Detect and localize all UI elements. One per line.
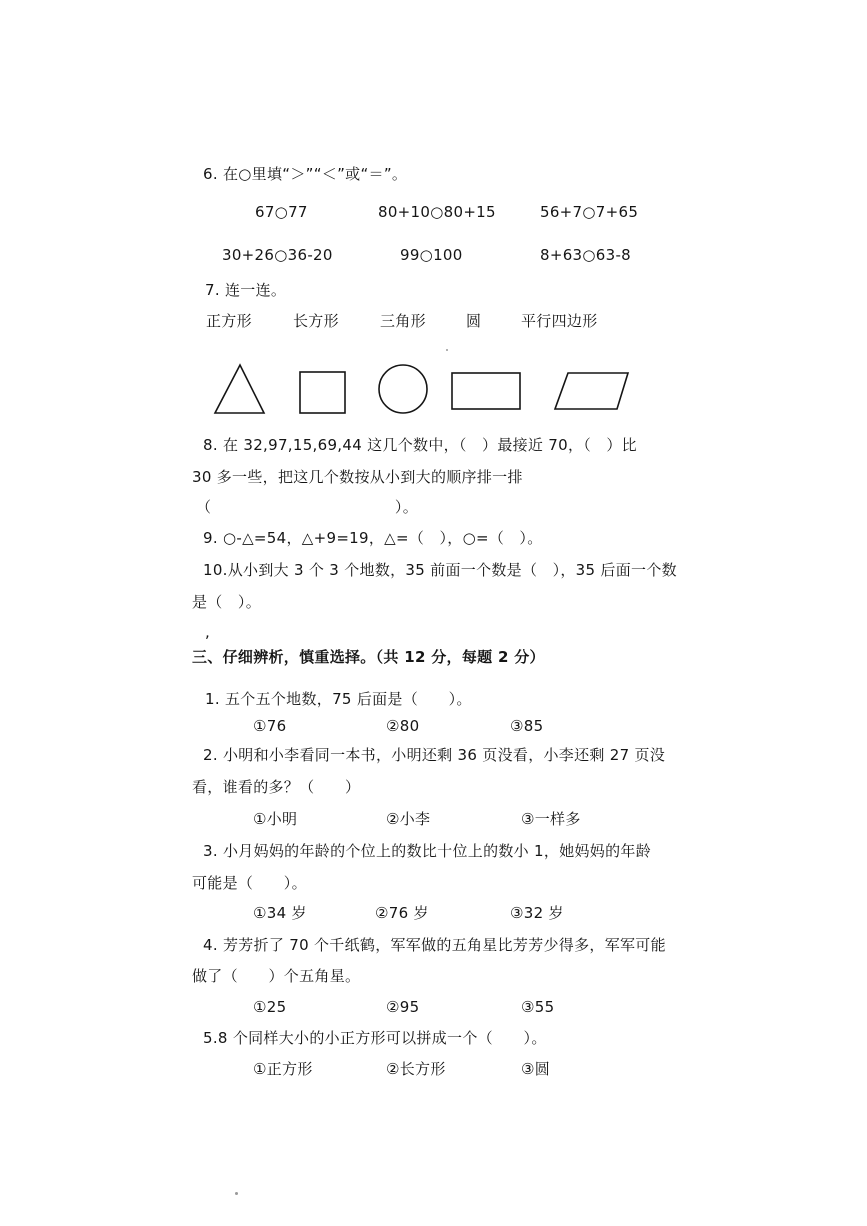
circle-shape [379,365,427,413]
choice-option: ①正方形 [253,1060,313,1078]
rectangle-shape [452,373,520,409]
choice-question: 5.8 个同样大小的小正方形可以拼成一个（ ）。 [203,1029,547,1047]
q6-compare-item: 30+26○36-20 [222,246,333,264]
q6-compare-item: 56+7○7+65 [540,203,639,221]
q8-line: （ ）。 [196,498,419,516]
choice-option: ③32 岁 [510,904,564,922]
choice-question: 3. 小月妈妈的年龄的个位上的数比十位上的数小 1，她妈妈的年龄 [203,842,651,860]
stray-mark: , [205,623,211,641]
choice-option: ②小李 [386,810,431,828]
choice-option: ②95 [386,998,420,1016]
choice-question: 1. 五个五个地数，75 后面是（ ）。 [205,690,472,708]
choice-option: ③55 [521,998,555,1016]
q7-shape-name: 长方形 [293,312,339,330]
q6-compare-item: 80+10○80+15 [378,203,496,221]
choice-option: ①小明 [253,810,298,828]
triangle-shape [215,365,264,413]
parallelogram-shape [555,373,628,409]
choice-option: ①25 [253,998,287,1016]
q6-compare-item: 99○100 [400,246,463,264]
choice-question: 看，谁看的多？（ ） [192,778,361,796]
q10-line: 10.从小到大 3 个 3 个地数，35 前面一个数是（ ），35 后面一个数 [203,561,677,579]
q8-line: 8. 在 32,97,15,69,44 这几个数中，（ ）最接近 70，（ ）比 [203,436,637,454]
choice-option: ②80 [386,717,420,735]
choice-option: ①76 [253,717,287,735]
choice-option: ③85 [510,717,544,735]
choice-option: ①34 岁 [253,904,307,922]
q7-shape-name: 正方形 [206,312,252,330]
choice-option: ②长方形 [386,1060,446,1078]
section-heading: 三、仔细辨析，慎重选择。（共 12 分，每题 2 分） [192,648,545,666]
choice-question: 4. 芳芳折了 70 个千纸鹤，军军做的五角星比芳芳少得多，军军可能 [203,936,666,954]
choice-question: 做了（ ）个五角星。 [192,967,361,985]
square-shape [300,372,345,413]
choice-option: ③一样多 [521,810,581,828]
q7-shape-name: 圆 [466,312,482,330]
choice-option: ②76 岁 [375,904,429,922]
q6-compare-item: 67○77 [255,203,308,221]
q6-prompt: 6. 在○里填“＞”“＜”或“＝”。 [203,165,408,183]
q8-line: 30 多一些，把这几个数按从小到大的顺序排一排 [192,468,523,486]
scan-speck [235,1192,238,1195]
q6-compare-item: 8+63○63-8 [540,246,632,264]
q7-shape-name: 平行四边形 [521,312,598,330]
q7-prompt: 7. 连一连。 [205,281,287,299]
q10-line: 是（ ）。 [192,593,262,611]
q7-shape-name: 三角形 [380,312,426,330]
q7-shapes [200,360,650,420]
choice-question: 2. 小明和小李看同一本书，小明还剩 36 页没看，小李还剩 27 页没 [203,746,666,764]
choice-option: ③圆 [521,1060,551,1078]
q9-text: 9. ○-△=54，△+9=19，△=（ ），○=（ ）。 [203,529,543,547]
choice-question: 可能是（ ）。 [192,874,307,892]
scan-speck [446,349,448,351]
